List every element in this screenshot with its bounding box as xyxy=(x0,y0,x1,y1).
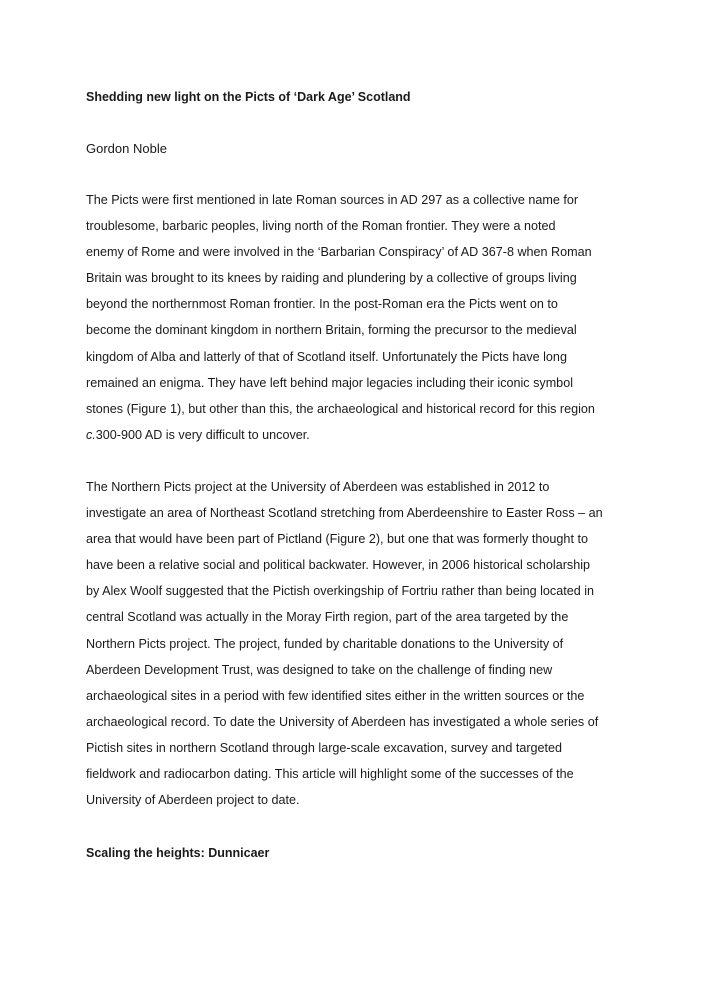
paragraph-line: Pictish sites in northern Scotland through large-scale excavation, survey and targeted xyxy=(86,740,563,755)
circa-abbreviation: c. xyxy=(86,427,96,442)
paragraph-line: become the dominant kingdom in northern Britain, forming the precursor to the medieval xyxy=(86,323,577,338)
paragraph-line: Britain was brought to its knees by raiding and plundering by a collective of groups living xyxy=(86,271,577,286)
section-heading: Scaling the heights: Dunnicaer xyxy=(86,846,270,860)
paragraph-line: remained an enigma. They have left behind major legacies including their iconic symbol xyxy=(86,375,573,390)
paragraph-line: enemy of Rome and were involved in the ‘Barbarian Conspiracy’ of AD 367-8 when Roman xyxy=(86,245,592,260)
author-name: Gordon Noble xyxy=(86,141,167,156)
document-title: Shedding new light on the Picts of ‘Dark Age’ Scotland xyxy=(86,90,411,104)
paragraph-line: Aberdeen Development Trust, was designed to take on the challenge of finding new xyxy=(86,662,553,677)
paragraph-line: stones (Figure 1), but other than this, the archaeological and historical record for this region xyxy=(86,401,595,416)
paragraph-line: central Scotland was actually in the Moray Firth region, part of the area targeted by the xyxy=(86,610,569,625)
paragraph-last-line xyxy=(86,425,646,451)
paragraph-line: kingdom of Alba and latterly of that of Scotland itself. Unfortunately the Picts have long xyxy=(86,349,567,364)
paragraph-line-rest: 300-900 AD is very difficult to uncover. xyxy=(95,427,310,442)
paragraph-line: by Alex Woolf suggested that the Pictish overkingship of Fortriu rather than being located in xyxy=(86,584,595,599)
paragraph-line: fieldwork and radiocarbon dating. This article will highlight some of the successes of the xyxy=(86,767,574,782)
paragraph-line: University of Aberdeen project to date. xyxy=(86,793,300,808)
paragraph-line: archaeological record. To date the University of Aberdeen has investigated a whole series of xyxy=(86,714,599,729)
paragraph-line: area that would have been part of Pictland (Figure 2), but one that was formerly thought to xyxy=(86,532,588,547)
paragraph-line: beyond the northernmost Roman frontier. In the post-Roman era the Picts went on to xyxy=(86,297,558,312)
paragraph-2 xyxy=(86,477,646,816)
paragraph-line: archaeological sites in a period with few identified sites either in the written sources or the xyxy=(86,688,585,703)
paragraph-1 xyxy=(86,190,646,451)
paragraph-line: The Picts were first mentioned in late Roman sources in AD 297 as a collective name for xyxy=(86,193,579,207)
paragraph-line: investigate an area of Northeast Scotland stretching from Aberdeenshire to Easter Ross – an xyxy=(86,506,603,521)
paragraph-line: The Northern Picts project at the University of Aberdeen was established in 2012 to xyxy=(86,480,550,494)
paragraph-line: have been a relative social and political backwater. However, in 2006 historical scholarship xyxy=(86,558,591,573)
paragraph-line: troublesome, barbaric peoples, living north of the Roman frontier. They were a noted xyxy=(86,219,556,234)
paragraph-line: Northern Picts project. The project, funded by charitable donations to the University of xyxy=(86,636,564,651)
